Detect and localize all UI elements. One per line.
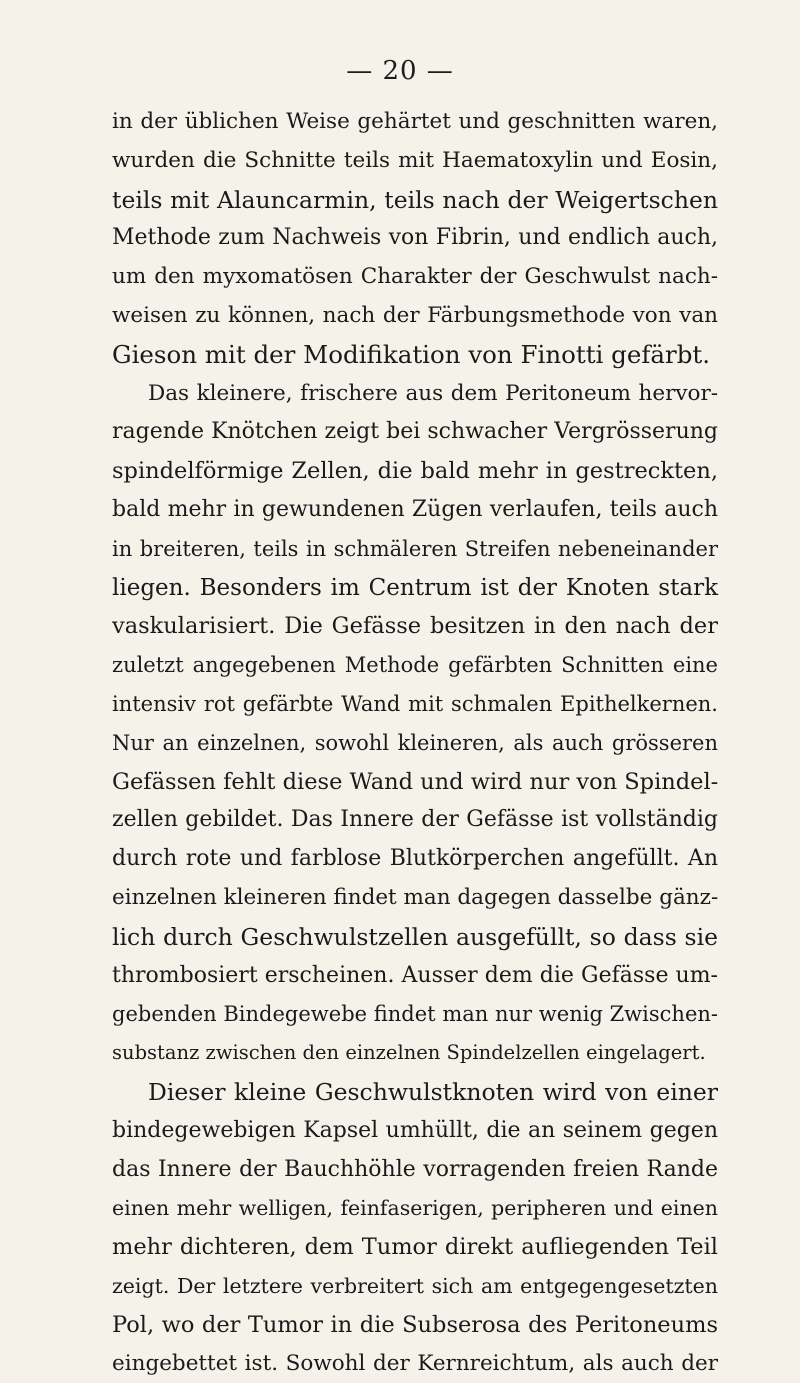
text-line: Pol, wo der Tumor in die Subserosa des Peritoneums	[112, 1306, 718, 1345]
text-line: eingebettet ist. Sowohl der Kernreichtum, als auch der	[112, 1345, 718, 1383]
text-line: Methode zum Nachweis von Fibrin, und endlich auch,	[112, 219, 718, 258]
text-line: einen mehr welligen, feinfaserigen, peripheren und einen	[112, 1189, 718, 1228]
text-line: Gieson mit der Modifikation von Finotti gefärbt.	[112, 336, 718, 375]
text-line: vaskularisiert. Die Gefässe besitzen in den nach der	[112, 607, 718, 646]
text-line: in breiteren, teils in schmäleren Streifen nebeneinander	[112, 530, 718, 569]
text-line: mehr dichteren, dem Tumor direkt aufliegenden Teil	[112, 1228, 718, 1267]
text-line: Nur an einzelnen, sowohl kleineren, als auch grösseren	[112, 724, 718, 763]
text-line: spindelförmige Zellen, die bald mehr in gestreckten,	[112, 452, 718, 491]
text-line: in der üblichen Weise gehärtet und geschnitten waren,	[112, 103, 718, 142]
text-line: Dieser kleine Geschwulstknoten wird von einer	[112, 1073, 718, 1112]
text-line: Das kleinere, frischere aus dem Peritoneum hervor-	[112, 375, 718, 414]
text-line: intensiv rot gefärbte Wand mit schmalen Epithelkernen.	[112, 685, 718, 724]
text-line: das Innere der Bauchhöhle vorragenden freien Rande	[112, 1151, 718, 1190]
text-line: einzelnen kleineren findet man dagegen dasselbe gänz-	[112, 879, 718, 918]
text-line: Gefässen fehlt diese Wand und wird nur von Spindel-	[112, 763, 718, 802]
text-line: substanz zwischen den einzelnen Spindelzellen eingelagert.	[112, 1034, 718, 1073]
text-line: um den myxomatösen Charakter der Geschwulst nach-	[112, 258, 718, 297]
text-line: bindegewebigen Kapsel umhüllt, die an seinem gegen	[112, 1112, 718, 1151]
text-line: zeigt. Der letztere verbreitert sich am entgegengesetzten	[112, 1267, 718, 1306]
text-line: wurden die Schnitte teils mit Haematoxylin und Eosin,	[112, 142, 718, 181]
text-line: liegen. Besonders im Centrum ist der Knoten stark	[112, 569, 718, 608]
text-line: teils mit Alauncarmin, teils nach der Weigertschen	[112, 181, 718, 220]
text-line: lich durch Geschwulstzellen ausgefüllt, so dass sie	[112, 918, 718, 957]
text-line: thrombosiert erscheinen. Ausser dem die Gefässe um-	[112, 957, 718, 996]
text-line: bald mehr in gewundenen Zügen verlaufen, teils auch	[112, 491, 718, 530]
text-line: durch rote und farblose Blutkörperchen angefüllt. An	[112, 840, 718, 879]
page-number: — 20 —	[0, 56, 800, 86]
text-line: zellen gebildet. Das Innere der Gefässe ist vollständig	[112, 801, 718, 840]
text-line: weisen zu können, nach der Färbungsmethode von van	[112, 297, 718, 336]
text-line: ragende Knötchen zeigt bei schwacher Vergrösserung	[112, 413, 718, 452]
text-line: gebenden Bindegewebe findet man nur wenig Zwischen-	[112, 995, 718, 1034]
body-text	[112, 103, 718, 1383]
text-line: zuletzt angegebenen Methode gefärbten Schnitten eine	[112, 646, 718, 685]
